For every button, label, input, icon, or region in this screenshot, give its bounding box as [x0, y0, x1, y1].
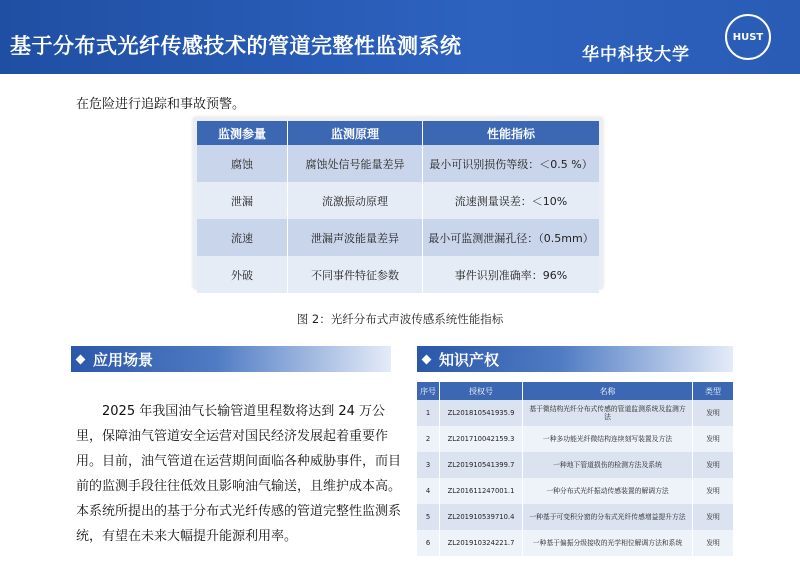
intro-text: 在危险进行追踪和事故预警。 — [76, 97, 246, 112]
table-cell: 一种多功能光纤微结构连续刻写装置及方法 — [523, 426, 693, 452]
column-header: 序号 — [417, 382, 440, 400]
table-cell: 外破 — [197, 256, 288, 293]
column-header: 类型 — [693, 382, 734, 400]
table-cell: 最小可识别损伤等级：＜0.5 %） — [423, 145, 600, 182]
table-cell: ZL201910324221.7 — [440, 530, 523, 556]
table-cell: 发明 — [693, 504, 734, 530]
table-cell: 发明 — [693, 426, 734, 452]
table-cell: 流速测量误差：＜10% — [423, 182, 600, 219]
table-row — [197, 256, 599, 293]
table-cell: 一种基于偏振分级接收的光学相位解调方法和系统 — [523, 530, 693, 556]
table-header-row — [197, 121, 599, 145]
ip-section-title: 知识产权 — [439, 350, 500, 369]
table-cell: 泄漏声波能量差异 — [288, 219, 423, 256]
table-cell: 4 — [417, 478, 440, 504]
table-cell: 一种地下管道损伤的检测方法及系统 — [523, 452, 693, 478]
column-header: 监测参量 — [197, 121, 288, 145]
page-title: 基于分布式光纤传感技术的管道完整性监测系统 — [10, 34, 462, 58]
logo-text: HUST — [732, 31, 764, 43]
university-logo — [725, 14, 771, 60]
table-cell: 6 — [417, 530, 440, 556]
table-header-row — [417, 382, 733, 400]
performance-table-frame — [193, 117, 603, 289]
table-cell: 一种基于可变积分窗的分布式光纤传感增益提升方法 — [523, 504, 693, 530]
table-cell: 腐蚀 — [197, 145, 288, 182]
table-cell: 最小可监测泄漏孔径：（0.5mm） — [423, 219, 600, 256]
column-header: 监测原理 — [288, 121, 423, 145]
table-cell: 发明 — [693, 530, 734, 556]
ip-section-header — [417, 346, 733, 372]
table-cell: 流激振动原理 — [288, 182, 423, 219]
table-cell: 发明 — [693, 400, 734, 426]
table-row — [417, 530, 733, 556]
table-cell: 5 — [417, 504, 440, 530]
table-row — [417, 504, 733, 530]
application-paragraph: 2025 年我国油气长输管道里程数将达到 24 万公里，保障油气管道安全运营对国民经济发展起着重要作用。目前，油气管道在运营期间面临各种威胁事件，而目前的监测手段往往低效且影响油气输送，且维护成本高。本系统所提出的基于分布式光纤传感的管道完整性监测系统，有望在未来大幅提升能源利用率。 — [76, 404, 402, 544]
table-row — [417, 478, 733, 504]
page-header — [0, 0, 800, 74]
university-name: 华中科技大学 — [582, 45, 690, 65]
table-cell: ZL201611247001.1 — [440, 478, 523, 504]
table-cell: ZL201910539710.4 — [440, 504, 523, 530]
table-cell: 3 — [417, 452, 440, 478]
diamond-icon — [76, 354, 86, 364]
table-row — [197, 145, 599, 182]
ip-table — [417, 382, 733, 556]
column-header: 性能指标 — [423, 121, 600, 145]
table-cell: 流速 — [197, 219, 288, 256]
table-cell: 发明 — [693, 478, 734, 504]
application-section-header — [71, 346, 391, 372]
table-cell: 1 — [417, 400, 440, 426]
table-cell: ZL201910541399.7 — [440, 452, 523, 478]
table-cell: 不同事件特征参数 — [288, 256, 423, 293]
table-cell: 泄漏 — [197, 182, 288, 219]
application-section-title: 应用场景 — [93, 350, 154, 369]
table-cell: ZL201810541935.9 — [440, 400, 523, 426]
table-cell: 基于微结构光纤分布式传感的管道监测系统及监测方法 — [523, 400, 693, 426]
table-row — [197, 182, 599, 219]
column-header: 名称 — [523, 382, 693, 400]
table-cell: 腐蚀处信号能量差异 — [288, 145, 423, 182]
diamond-icon — [422, 354, 432, 364]
figure-caption: 图 2：光纤分布式声波传感系统性能指标 — [296, 312, 504, 326]
table-row — [417, 452, 733, 478]
column-header: 授权号 — [440, 382, 523, 400]
table-cell: ZL201710042159.3 — [440, 426, 523, 452]
table-cell: 发明 — [693, 452, 734, 478]
table-row — [417, 400, 733, 426]
table-cell: 事件识别准确率：96% — [423, 256, 600, 293]
table-row — [417, 426, 733, 452]
table-cell: 一种分布式光纤振动传感装置的解调方法 — [523, 478, 693, 504]
table-row — [197, 219, 599, 256]
ip-table-frame — [417, 382, 733, 548]
table-cell: 2 — [417, 426, 440, 452]
performance-table — [197, 121, 599, 293]
